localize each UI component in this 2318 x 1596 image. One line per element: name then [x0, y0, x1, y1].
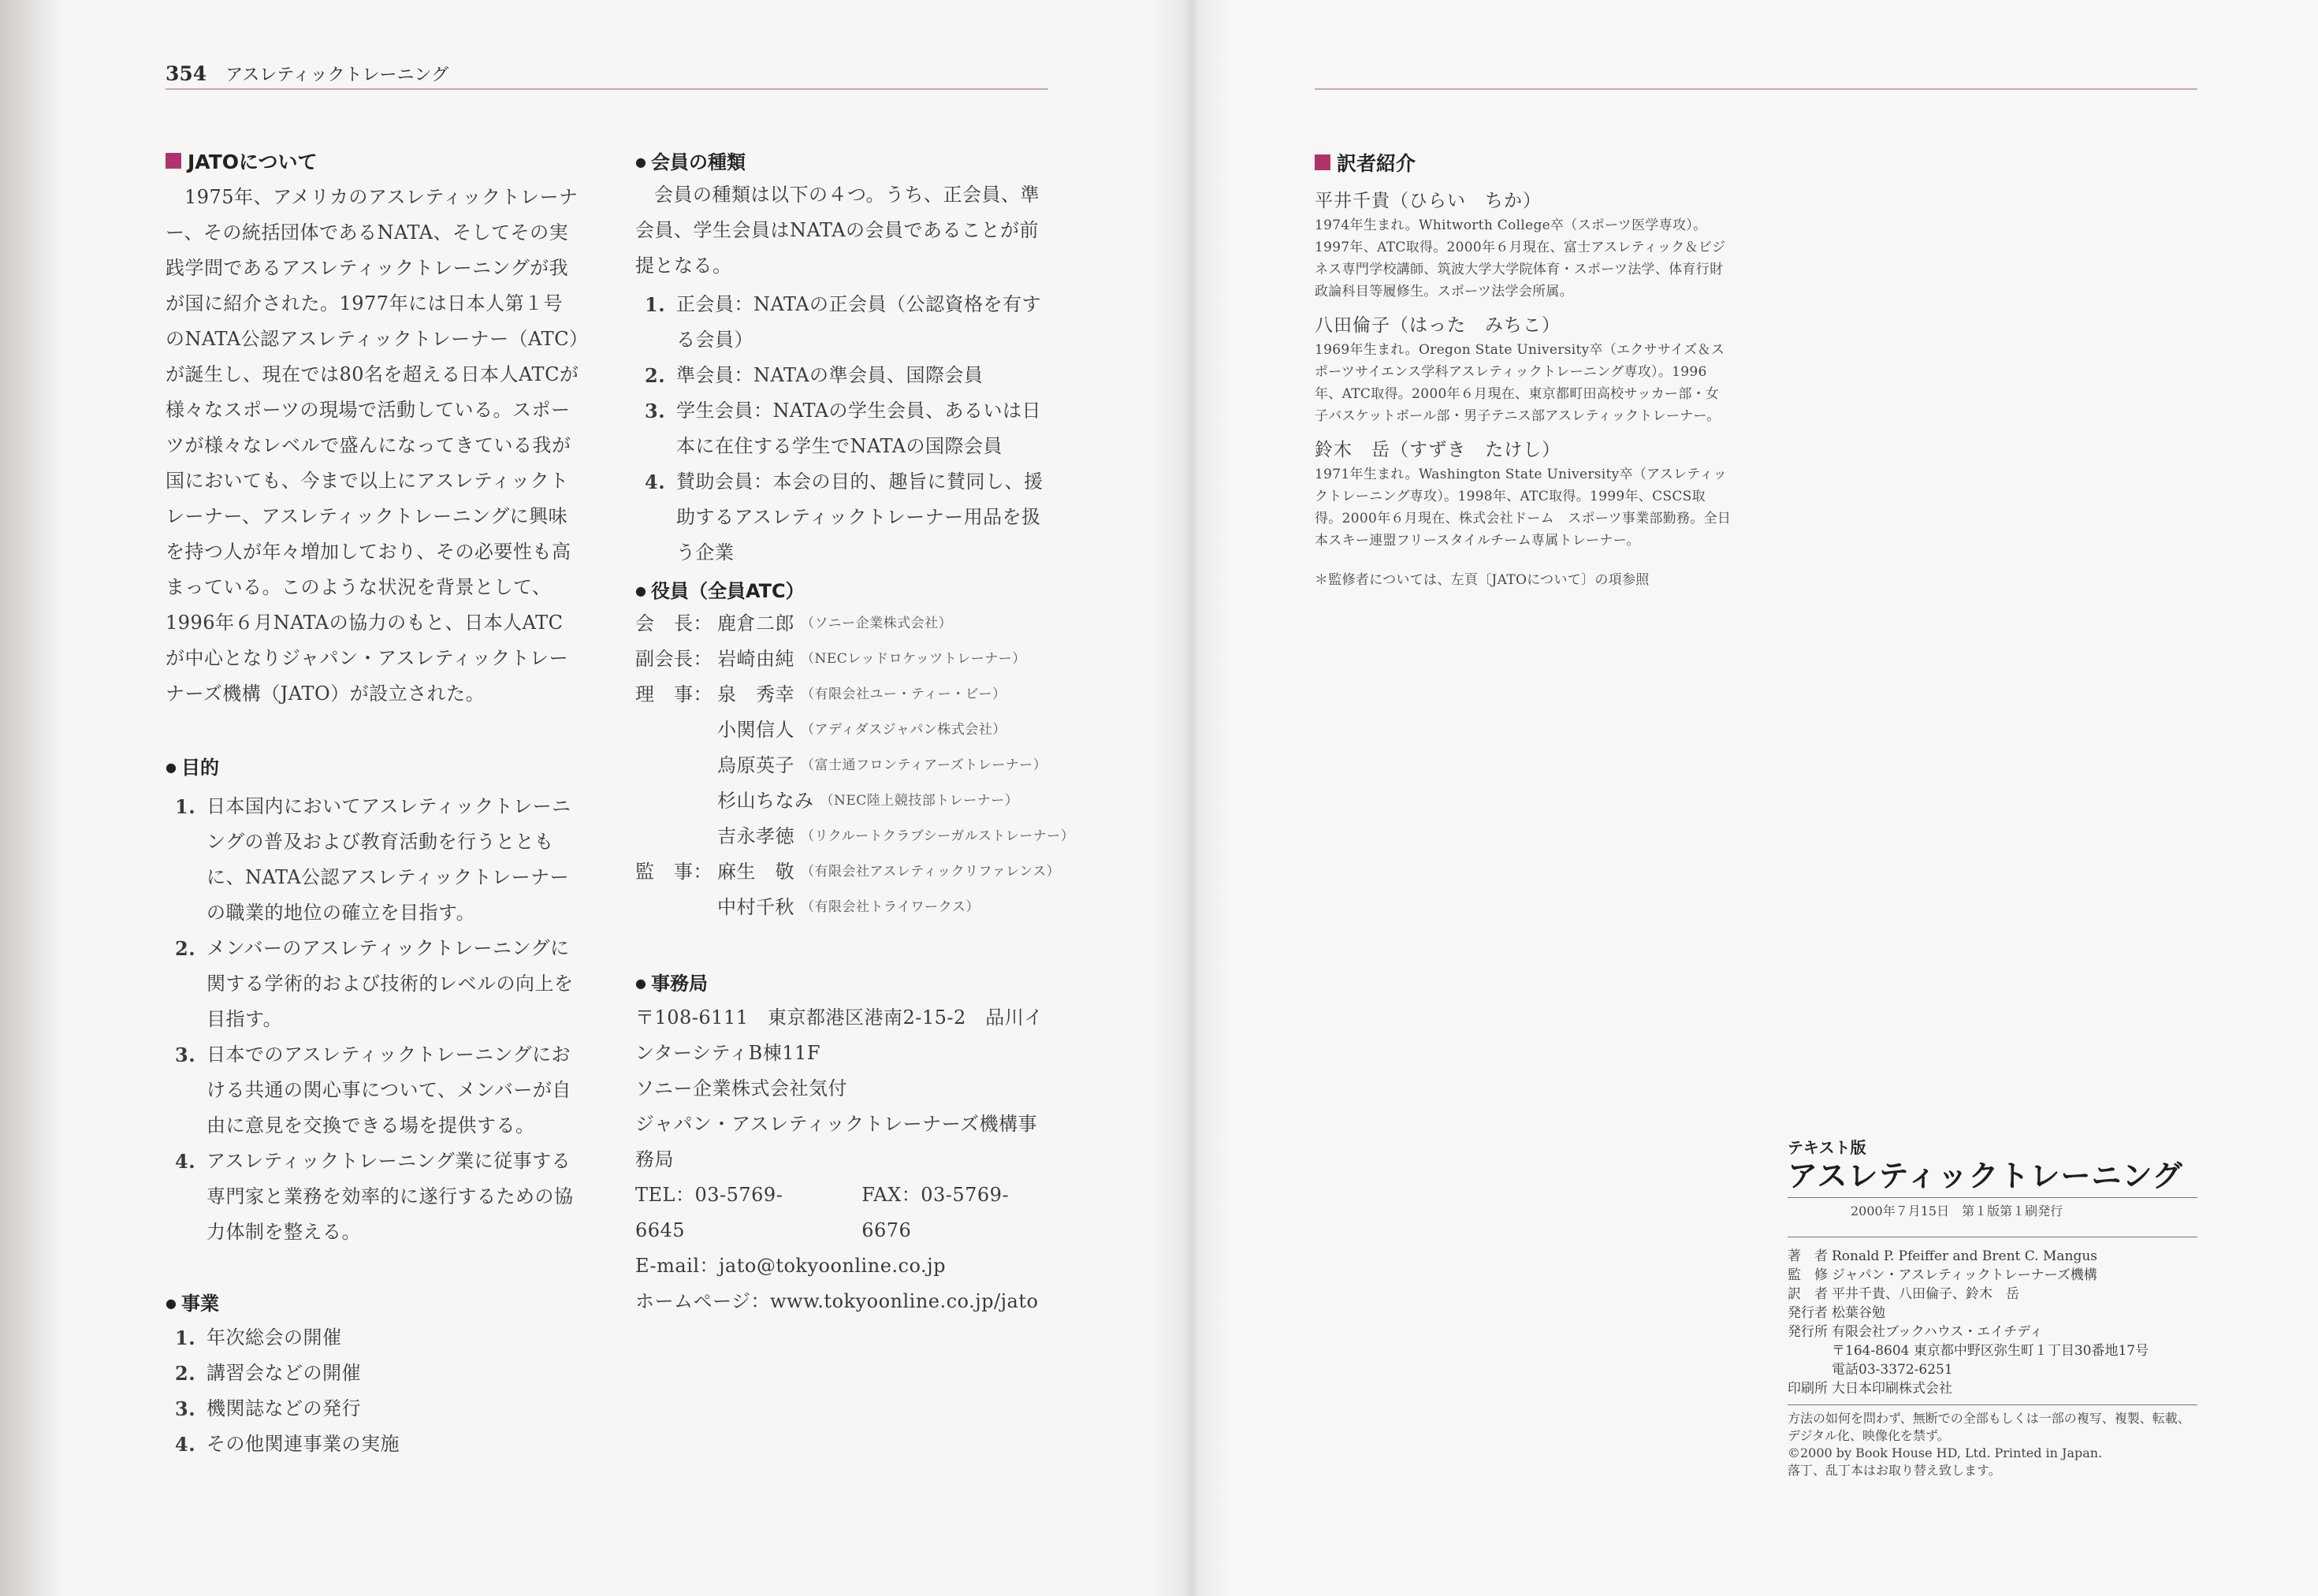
officers-heading: ● 役員（全員ATC） [635, 575, 1050, 603]
membership-section [635, 147, 1050, 571]
replacement-notice: 落丁、乱丁本はお取り替え致します。 [1788, 1463, 2001, 1478]
business-list [166, 1320, 579, 1462]
list-item: 4. 賛助会員：本会の目的、趣旨に賛同し、援助するアスレティックトレーナー用品を扱う企業 [645, 471, 1044, 564]
membership-list [635, 287, 1050, 571]
translator-entry [1315, 312, 1732, 427]
supervisor-note: ＊監修者については、左頁〔JATOについて〕の項参照 [1315, 572, 1650, 588]
officer-row: 会 長： 鹿倉二郎 （ソニー企業株式会社） [635, 612, 953, 634]
office-heading: ● 事務局 [635, 968, 1050, 995]
colophon-edition: テキスト版 [1788, 1138, 1866, 1157]
list-item: 3. 機関誌などの発行 [175, 1397, 361, 1420]
office-body [635, 1000, 1050, 1319]
translator-name: 鈴木 岳（すずき たけし） [1315, 440, 1561, 460]
office-section [635, 968, 1050, 1319]
business-section [166, 1288, 579, 1462]
officers-section [635, 575, 1075, 925]
running-header [166, 61, 448, 86]
header-rule-left [166, 88, 1048, 90]
running-title: アスレティックトレーニング [225, 65, 449, 85]
jato-section [166, 147, 579, 712]
membership-intro: 会員の種類は以下の４つ。うち、正会員、準会員、学生会員はNATAの会員であることが前提となる。 [635, 184, 1040, 277]
translator-entry [1315, 188, 1732, 303]
colophon-notices [1788, 1404, 2197, 1479]
jato-heading: JATOについて [166, 147, 579, 175]
purpose-section [166, 752, 579, 1250]
membership-heading: ● 会員の種類 [635, 147, 1050, 174]
colophon-row: 印刷所 大日本印刷株式会社 [1788, 1381, 1952, 1397]
list-item: 3. 日本でのアスレティックトレーニングにおける共通の関心事について、メンバーが自由に意見を交換できる場を提供する。 [175, 1044, 571, 1137]
business-heading: ● 事業 [166, 1288, 579, 1315]
colophon-row: 発行者 松葉谷勉 [1788, 1305, 1885, 1321]
colophon-row: 〒164-8604 東京都中野区弥生町１丁目30番地17号 [1832, 1343, 2149, 1359]
translator-entry [1315, 437, 1732, 552]
office-fax: FAX：03-5769-6676 [861, 1184, 1010, 1241]
page-edge-shadow [0, 0, 63, 1596]
office-email: E-mail：jato@tokyoonline.co.jp [635, 1255, 946, 1277]
colophon-row: 監 修 ジャパン・アスレティックトレーナーズ機構 [1788, 1267, 2097, 1283]
section-square-icon [1315, 154, 1330, 170]
copyright: ©2000 by Book House HD, Ltd. Printed in Japan. [1788, 1445, 2103, 1460]
list-item: 1. 年次総会の開催 [175, 1326, 342, 1349]
colophon-row: 発行所 有限会社ブックハウス・エイチディ [1788, 1324, 2043, 1340]
colophon-date: 2000年７月15日 第１版第１刷発行 [1788, 1197, 2197, 1219]
colophon-row: 電話03-3372-6251 [1832, 1362, 1953, 1378]
colophon-row: 著 者 Ronald P. Pfeiffer and Brent C. Mangus [1788, 1248, 2098, 1264]
officer-row: 監 事： 麻生 敬 （有限会社アスレティックリファレンス） [635, 861, 1061, 883]
officer-row: 烏原英子 （富士通フロンティアーズトレーナー） [717, 754, 1047, 776]
office-homepage: ホームページ：www.tokyoonline.co.jp/jato [635, 1290, 1039, 1312]
purpose-heading: ● 目的 [166, 752, 579, 779]
list-item: 1. 正会員：NATAの正会員（公認資格を有する会員） [645, 293, 1042, 351]
jato-paragraph: 1975年、アメリカのアスレティックトレーナー、その統括団体であるNATA、そしてその実践学問であるアスレティックトレーニングが我が国に紹介された。1977年には日本人第１号のNATA公認アスレティックトレーナー（ATC）が誕生し、現在では80名を超える日本人ATCが様々なスポーツの現場で活動している。スポーツが様々なレベルで盛んになってきている我が国においても、今まで以上にアスレティックトレーナー、アスレティックトレーニングに興味を持つ人が年々増加しており、その必要性も高まっている。このような状況を背景として、1996年６月NATAの協力のもと、日本人ATCが中心となりジャパン・アスレティックトレーナーズ機構（JATO）が設立された。 [166, 186, 579, 705]
list-item: 4. その他関連事業の実施 [175, 1433, 400, 1456]
colophon [1788, 1135, 2197, 1479]
colophon-title: アスレティックトレーニング [1788, 1159, 2183, 1193]
office-care-of: ソニー企業株式会社気付 [635, 1077, 848, 1099]
officer-row: 理 事： 泉 秀幸 （有限会社ユー・ティー・ビー） [635, 683, 1006, 705]
office-org: ジャパン・アスレティックトレーナーズ機構事務局 [635, 1113, 1037, 1170]
translator-name: 平井千貴（ひらい ちか） [1315, 191, 1542, 211]
colophon-credits [1788, 1237, 2197, 1398]
translator-bio: 1969年生まれ。Oregon State University卒（エクササイズ＆スポーツサイエンス学科アスレティックトレーニング専攻）。1996年、ATC取得。2000年６月現在、東京都町田高校サッカー部・女子バスケットボール部・男子テニス部アスレティックトレーナー。 [1315, 342, 1725, 424]
translator-name: 八田倫子（はった みちこ） [1315, 315, 1561, 336]
list-item: 2. メンバーのアスレティックトレーニングに関する学術的および技術的レベルの向上を目指す。 [175, 937, 574, 1030]
section-square-icon [166, 153, 181, 169]
translator-bio: 1974年生まれ。Whitworth College卒（スポーツ医学専攻）。1997年、ATC取得。2000年６月現在、富士アスレティック＆ビジネス専門学校講師、筑波大学大学院体育・スポーツ法学、体育行財政論科目等履修生。スポーツ法学会所属。 [1315, 218, 1726, 299]
copy-notice: 方法の如何を問わず、無断での全部もしくは一部の複写、複製、転載、デジタル化、映像化を禁ず。 [1788, 1411, 2190, 1443]
colophon-row: 訳 者 平井千貴、八田倫子、鈴木 岳 [1788, 1286, 2019, 1302]
translators-section [1315, 148, 1732, 591]
office-tel: TEL：03-5769-6645 [635, 1184, 783, 1241]
page-number: 354 [166, 62, 207, 85]
purpose-list [166, 789, 579, 1250]
translator-bio: 1971年生まれ。Washington State University卒（アスレティックトレーニング専攻）。1998年、ATC取得。1999年、CSCS取得。2000年６月現在、株式会社ドーム スポーツ事業部勤務。全日本スキー連盟フリースタイルチーム専属トレーナー。 [1315, 467, 1732, 549]
header-rule-right [1315, 88, 2197, 90]
officer-row: 杉山ちなみ （NEC陸上競技部トレーナー） [717, 790, 1019, 812]
list-item: 1. 日本国内においてアスレティックトレーニングの普及および教育活動を行うとともに、NATA公認アスレティックトレーナーの職業的地位の確立を目指す。 [175, 795, 571, 924]
officer-row: 小関信人 （アディダスジャパン株式会社） [717, 719, 1006, 741]
office-phone-row [635, 1177, 1050, 1248]
officer-row: 吉永孝徳 （リクルートクラブシーガルストレーナー） [717, 825, 1075, 847]
translators-heading: 訳者紹介 [1315, 148, 1732, 177]
list-item: 4. アスレティックトレーニング業に従事する専門家と業務を効率的に遂行するための協力体制を整える。 [175, 1150, 574, 1243]
list-item: 3. 学生会員：NATAの学生会員、あるいは日本に在住する学生でNATAの国際会員 [645, 400, 1042, 457]
officer-row: 中村千秋 （有限会社トライワークス） [717, 896, 980, 918]
list-item: 2. 講習会などの開催 [175, 1362, 361, 1385]
book-gutter [1152, 0, 1231, 1596]
list-item: 2. 準会員：NATAの準会員、国際会員 [645, 364, 984, 387]
officer-row: 副会長： 岩崎由純 （NECレッドロケッツトレーナー） [635, 648, 1026, 670]
office-address: 〒108-6111 東京都港区港南2-15-2 品川インターシティB棟11F [635, 1006, 1044, 1064]
officers-list [635, 606, 1075, 925]
